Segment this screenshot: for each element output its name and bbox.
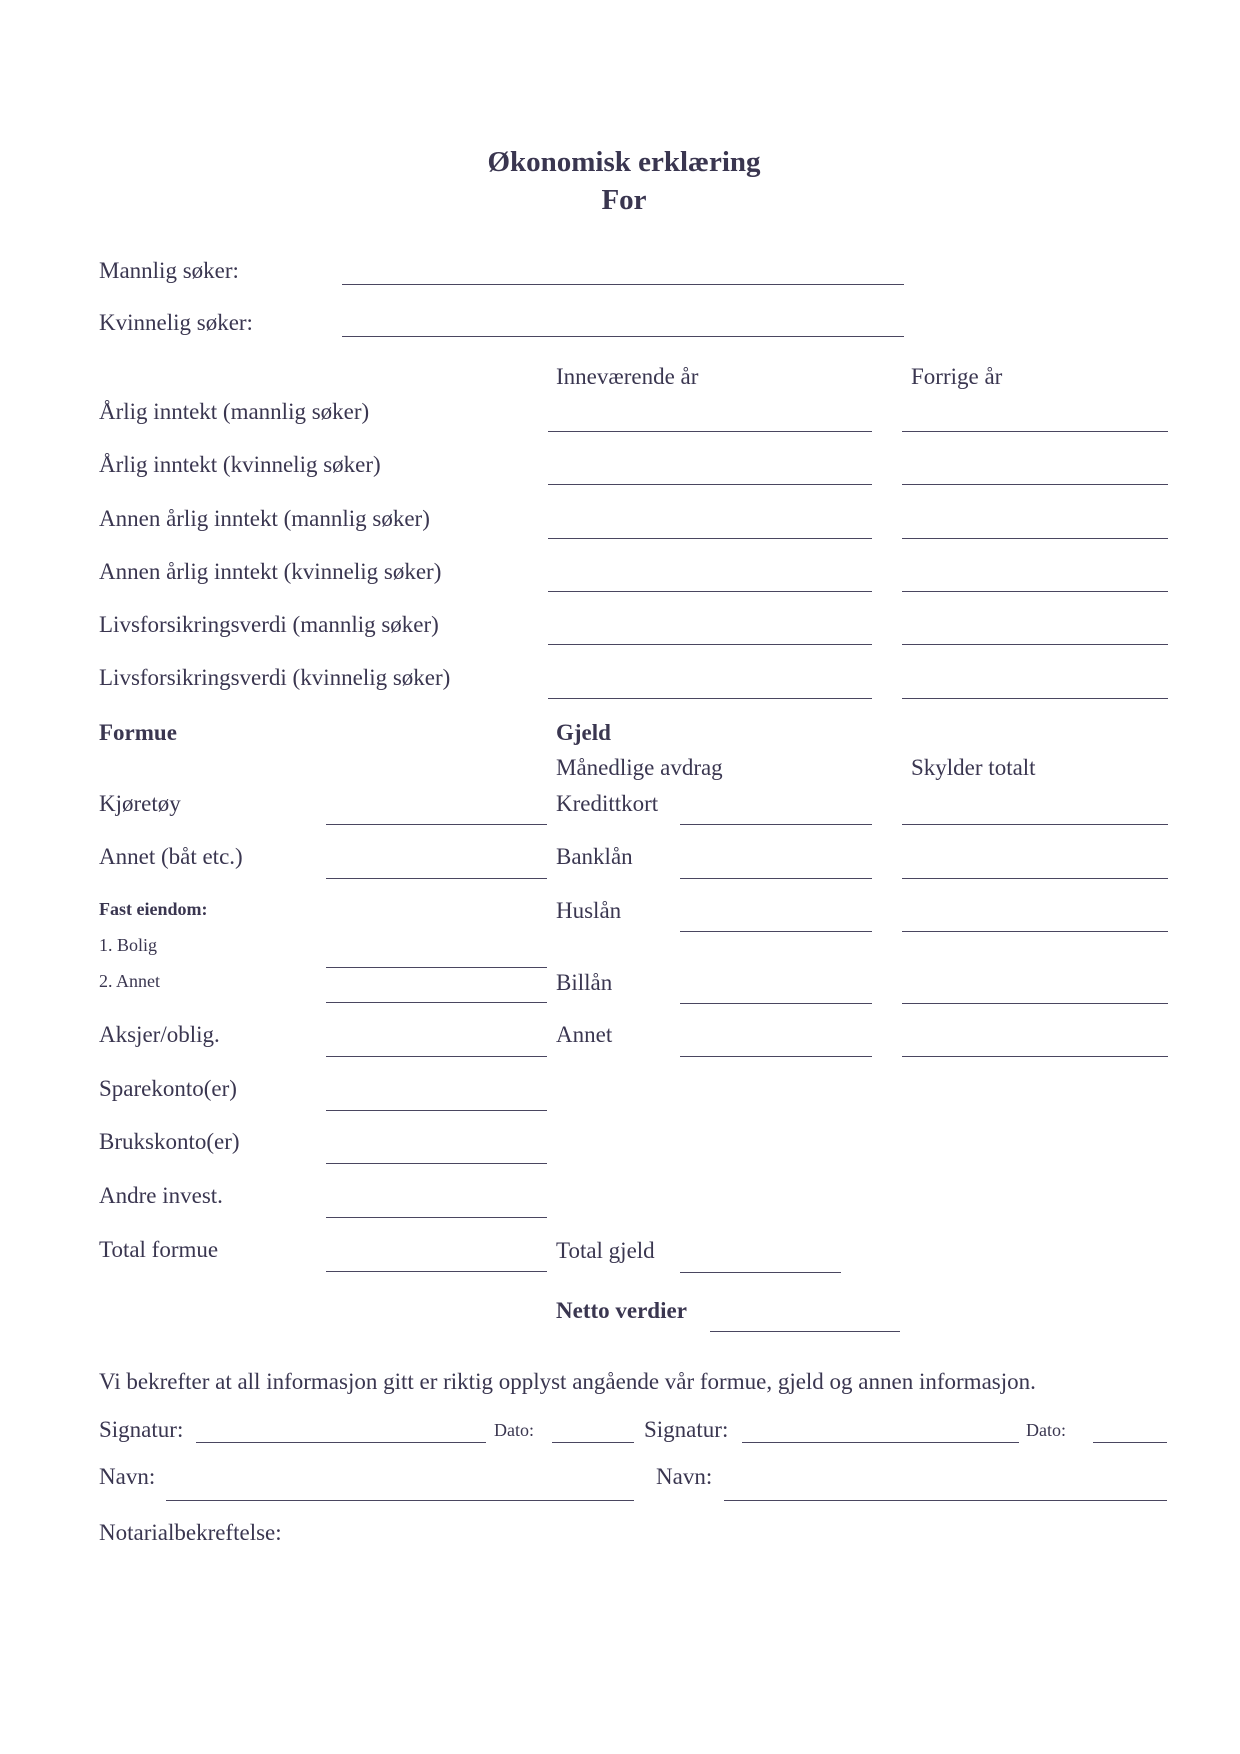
debt-total-field[interactable] xyxy=(902,931,1168,932)
savings-label: Sparekonto(er) xyxy=(99,1076,237,1101)
current-year-header: Inneværende år xyxy=(556,364,699,389)
debt-item-label: Billån xyxy=(556,970,613,995)
debt-item-label: Kredittkort xyxy=(556,791,659,816)
other-asset-label: Annet (båt etc.) xyxy=(99,844,243,869)
income-row-label: Livsforsikringsverdi (kvinnelig søker) xyxy=(99,665,451,690)
vehicle-field[interactable] xyxy=(326,824,547,825)
signature-field[interactable] xyxy=(742,1442,1019,1443)
total-owed-header: Skylder totalt xyxy=(911,755,1036,780)
income-previous-field[interactable] xyxy=(902,431,1168,432)
income-current-field[interactable] xyxy=(548,538,872,539)
stocks-label: Aksjer/oblig. xyxy=(99,1022,220,1047)
debt-monthly-field[interactable] xyxy=(680,824,872,825)
date-label: Dato: xyxy=(1026,1420,1066,1440)
date-field[interactable] xyxy=(1093,1442,1167,1443)
debt-total-field[interactable] xyxy=(902,1056,1168,1057)
income-current-field[interactable] xyxy=(548,698,872,699)
total-assets-field[interactable] xyxy=(326,1271,547,1272)
savings-field[interactable] xyxy=(326,1110,547,1111)
debt-total-field[interactable] xyxy=(902,1003,1168,1004)
vehicle-label: Kjøretøy xyxy=(99,791,181,816)
signature-field[interactable] xyxy=(196,1442,486,1443)
debt-monthly-field[interactable] xyxy=(680,878,872,879)
real-estate-label: Fast eiendom: xyxy=(99,899,208,919)
assets-heading: Formue xyxy=(99,720,177,745)
debt-total-field[interactable] xyxy=(902,878,1168,879)
signature-label: Signatur: xyxy=(644,1417,729,1442)
income-current-field[interactable] xyxy=(548,431,872,432)
income-current-field[interactable] xyxy=(548,591,872,592)
total-assets-label: Total formue xyxy=(99,1237,219,1262)
page-subtitle: For xyxy=(601,184,647,216)
debt-item-label: Huslån xyxy=(556,898,622,923)
home-field[interactable] xyxy=(326,967,547,968)
confirmation-text: Vi bekrefter at all informasjon gitt er riktig opplyst angående vår formue, gjeld og annen informasjon. xyxy=(99,1369,1036,1394)
total-debt-label: Total gjeld xyxy=(556,1238,655,1263)
income-previous-field[interactable] xyxy=(902,538,1168,539)
income-previous-field[interactable] xyxy=(902,698,1168,699)
net-value-field[interactable] xyxy=(710,1331,900,1332)
other-property-field[interactable] xyxy=(326,1002,547,1003)
female-applicant-field[interactable] xyxy=(342,336,904,337)
checking-label: Brukskonto(er) xyxy=(99,1129,240,1154)
other-invest-field[interactable] xyxy=(326,1217,547,1218)
income-row-label: Annen årlig inntekt (mannlig søker) xyxy=(99,506,430,531)
debt-total-field[interactable] xyxy=(902,824,1168,825)
total-debt-field[interactable] xyxy=(680,1272,841,1273)
income-row-label: Årlig inntekt (kvinnelig søker) xyxy=(99,452,381,477)
other-property-label: 2. Annet xyxy=(99,971,160,991)
other-asset-field[interactable] xyxy=(326,878,547,879)
male-applicant-field[interactable] xyxy=(342,284,904,285)
income-current-field[interactable] xyxy=(548,484,872,485)
debt-heading: Gjeld xyxy=(556,720,611,745)
name-label: Navn: xyxy=(656,1464,713,1489)
debt-item-label: Annet xyxy=(556,1022,613,1047)
net-value-label: Netto verdier xyxy=(556,1298,687,1323)
monthly-payments-header: Månedlige avdrag xyxy=(556,755,723,780)
home-label: 1. Bolig xyxy=(99,935,158,955)
page-title: Økonomisk erklæring xyxy=(487,146,761,178)
previous-year-header: Forrige år xyxy=(911,364,1003,389)
name-label: Navn: xyxy=(99,1464,156,1489)
male-applicant-label: Mannlig søker: xyxy=(99,258,239,283)
other-invest-label: Andre invest. xyxy=(99,1183,223,1208)
income-row-label: Livsforsikringsverdi (mannlig søker) xyxy=(99,612,439,637)
debt-monthly-field[interactable] xyxy=(680,1056,872,1057)
income-row-label: Årlig inntekt (mannlig søker) xyxy=(99,399,370,424)
debt-monthly-field[interactable] xyxy=(680,1003,872,1004)
debt-item-label: Banklån xyxy=(556,844,633,869)
signature-label: Signatur: xyxy=(99,1417,184,1442)
income-row-label: Annen årlig inntekt (kvinnelig søker) xyxy=(99,559,442,584)
income-previous-field[interactable] xyxy=(902,644,1168,645)
debt-monthly-field[interactable] xyxy=(680,931,872,932)
name-field[interactable] xyxy=(724,1500,1167,1501)
date-field[interactable] xyxy=(552,1442,634,1443)
income-previous-field[interactable] xyxy=(902,484,1168,485)
female-applicant-label: Kvinnelig søker: xyxy=(99,310,253,335)
name-field[interactable] xyxy=(166,1500,634,1501)
date-label: Dato: xyxy=(494,1420,534,1440)
checking-field[interactable] xyxy=(326,1163,547,1164)
income-current-field[interactable] xyxy=(548,644,872,645)
income-previous-field[interactable] xyxy=(902,591,1168,592)
stocks-field[interactable] xyxy=(326,1056,547,1057)
notary-label: Notarialbekreftelse: xyxy=(99,1520,282,1545)
